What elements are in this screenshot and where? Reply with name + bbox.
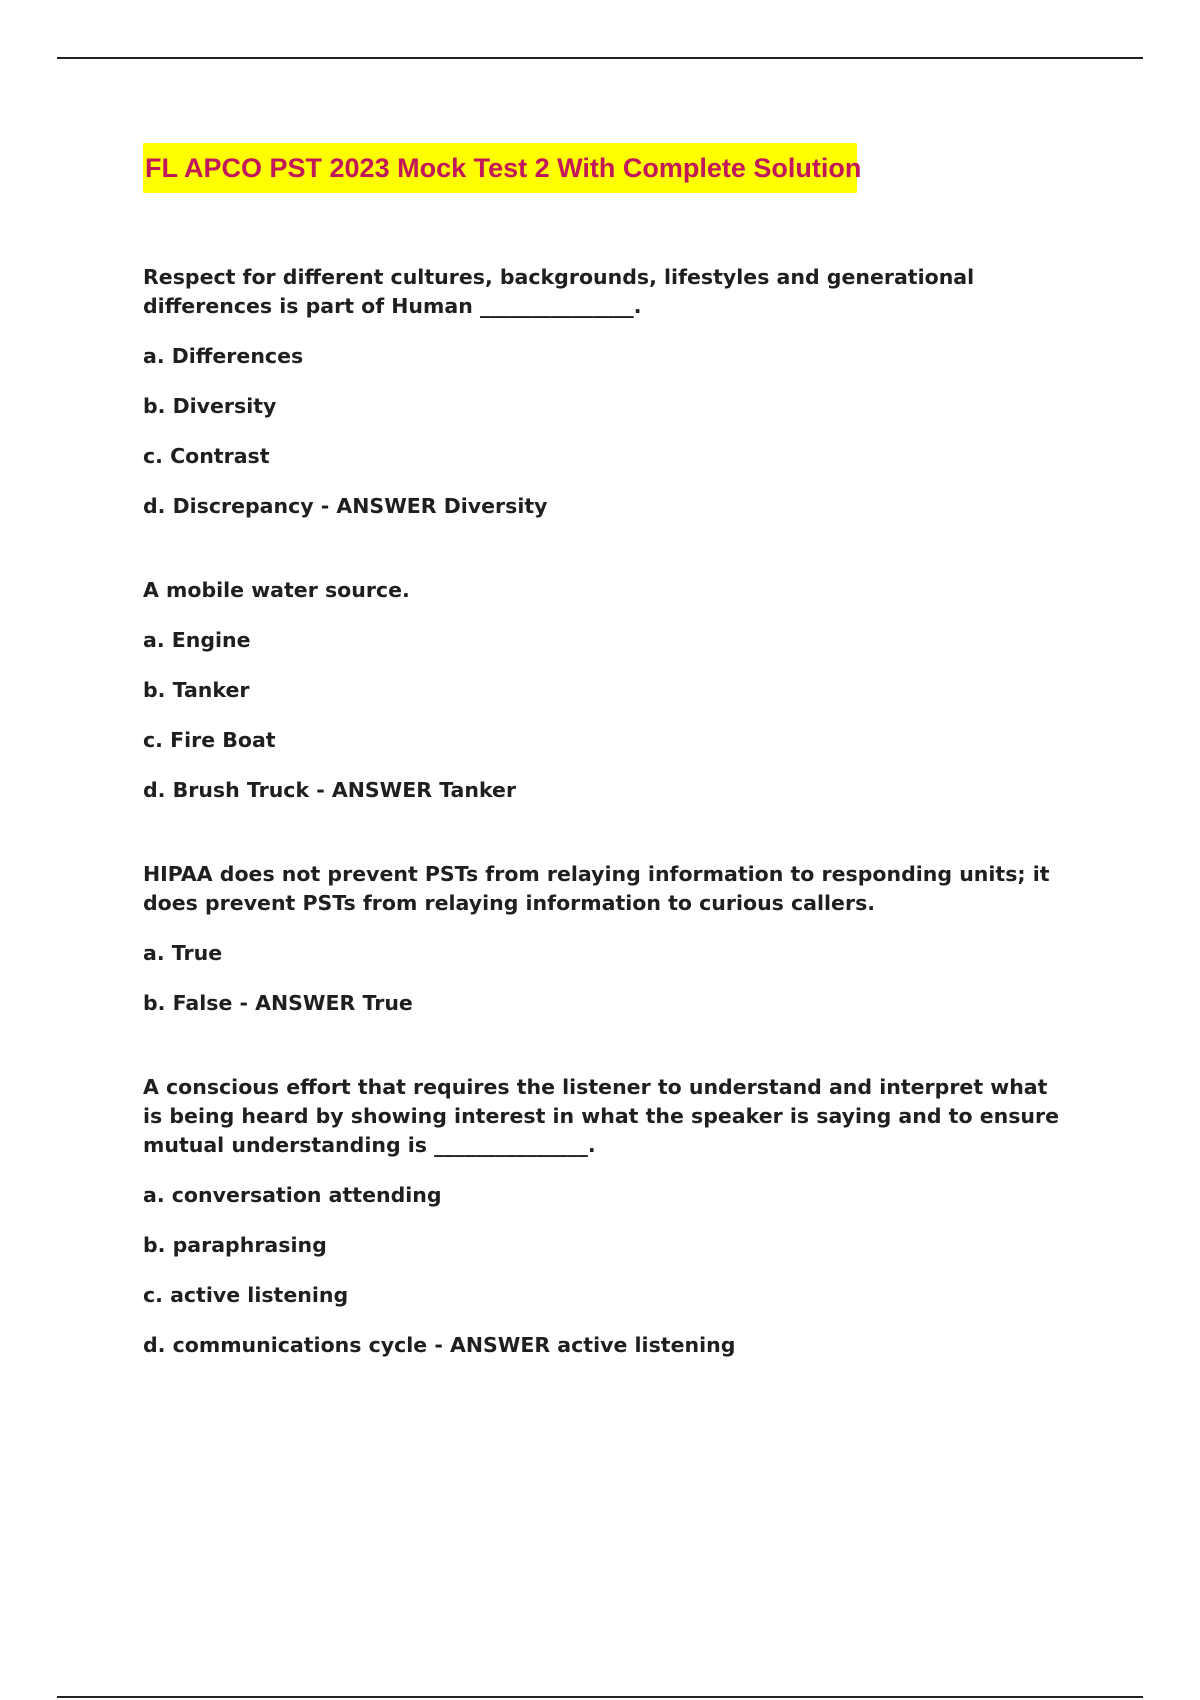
bottom-rule [57,1696,1143,1698]
question-stem: A mobile water source. [143,578,410,602]
question-3 [143,860,1073,1018]
question-stem: HIPAA does not prevent PSTs from relaying information to responding units; it does prevent PSTs from relaying information to curious callers. [143,862,1050,915]
document-title: FL APCO PST 2023 Mock Test 2 With Complete Solution [143,143,857,193]
answer-option-with-answer: b. False - ANSWER True [143,991,413,1015]
answer-option-with-answer: d. Discrepancy - ANSWER Diversity [143,494,548,518]
answer-option: c. Contrast [143,444,270,468]
question-stem: Respect for different cultures, backgrounds, lifestyles and generational differences is part of Human _______________. [143,265,975,318]
question-list [143,263,1073,1415]
answer-option: a. Engine [143,628,251,652]
answer-option: c. Fire Boat [143,728,276,752]
question-stem: A conscious effort that requires the listener to understand and interpret what is being heard by showing interest in what the speaker is saying and to ensure mutual understanding is _______________. [143,1075,1060,1157]
answer-option: a. Differences [143,344,304,368]
answer-option: b. Tanker [143,678,250,702]
question-1 [143,263,1073,521]
answer-option: a. conversation attending [143,1183,442,1207]
answer-option-with-answer: d. communications cycle - ANSWER active listening [143,1333,736,1357]
question-2 [143,576,1073,805]
answer-option-with-answer: d. Brush Truck - ANSWER Tanker [143,778,517,802]
question-4 [143,1073,1073,1360]
answer-option: a. True [143,941,223,965]
answer-option: b. paraphrasing [143,1233,327,1257]
answer-option: b. Diversity [143,394,277,418]
top-rule [57,57,1143,59]
answer-option: c. active listening [143,1283,349,1307]
